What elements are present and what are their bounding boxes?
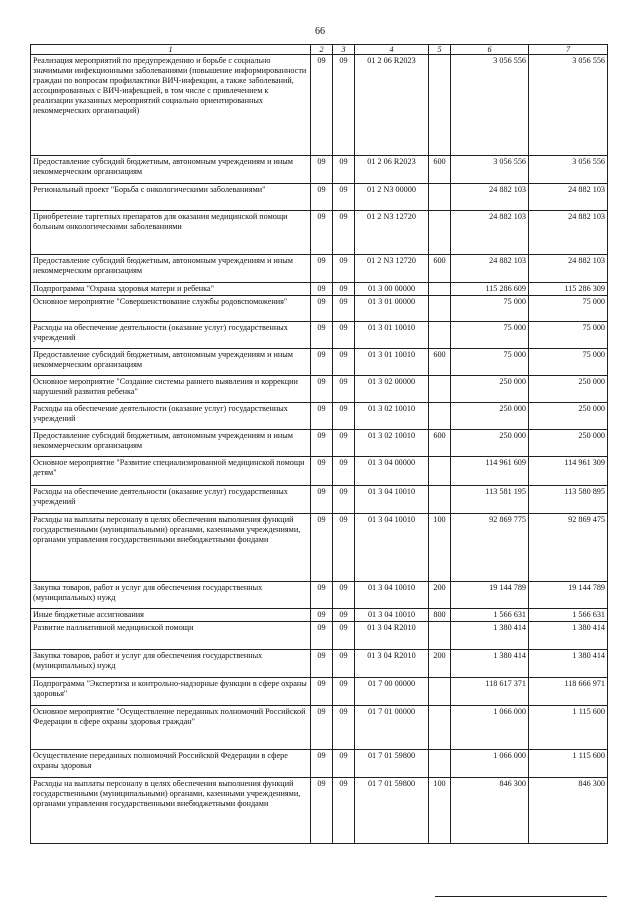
row-target-code: 01 3 04 R2010 [355,622,429,650]
header-col-4: 4 [355,45,429,55]
header-col-5: 5 [429,45,451,55]
row-target-code: 01 3 00 00000 [355,283,429,296]
row-subsection: 09 [333,255,355,283]
header-col-2: 2 [311,45,333,55]
page-number: 66 [315,26,325,37]
table-row [31,211,608,255]
row-subsection: 09 [333,55,355,156]
row-name: Расходы на выплаты персоналу в целях обеспечения выполнения функций государственными (муниципальными) органами, казенными учреждениями, органами управления государственными внебюджетными фондами [31,514,311,582]
table-row [31,255,608,283]
header-col-7: 7 [529,45,608,55]
row-subsection: 09 [333,650,355,678]
row-sum-2: 1 566 631 [529,609,608,622]
row-sum-1: 118 617 371 [451,678,529,706]
row-sum-1: 24 882 103 [451,184,529,211]
row-sum-1: 113 581 195 [451,486,529,514]
row-sum-1: 1 380 414 [451,650,529,678]
row-sum-1: 75 000 [451,349,529,376]
row-subsection: 09 [333,211,355,255]
table-row [31,296,608,322]
table-row [31,750,608,778]
row-name: Расходы на обеспечение деятельности (оказание услуг) государственных учреждений [31,322,311,349]
row-target-code: 01 3 04 10010 [355,514,429,582]
row-section: 09 [311,650,333,678]
row-target-code: 01 3 04 00000 [355,457,429,486]
row-sum-2: 75 000 [529,296,608,322]
row-sum-1: 75 000 [451,322,529,349]
row-sum-2: 19 144 789 [529,582,608,609]
row-section: 09 [311,609,333,622]
table-row [31,349,608,376]
row-subsection: 09 [333,750,355,778]
row-subsection: 09 [333,156,355,184]
row-expense-type [429,678,451,706]
row-sum-1: 3 056 556 [451,156,529,184]
row-expense-type [429,184,451,211]
row-section: 09 [311,156,333,184]
table-row [31,376,608,403]
table-row [31,514,608,582]
row-section: 09 [311,296,333,322]
row-name: Расходы на обеспечение деятельности (оказание услуг) государственных учреждений [31,403,311,430]
row-subsection: 09 [333,283,355,296]
row-sum-1: 250 000 [451,376,529,403]
row-sum-2: 92 869 475 [529,514,608,582]
row-expense-type [429,622,451,650]
row-target-code: 01 7 00 00000 [355,678,429,706]
table-row [31,778,608,844]
row-name: Основное мероприятие "Осуществление переданных полномочий Российской Федерации в сфере охраны здоровья граждан" [31,706,311,750]
row-sum-2: 3 056 556 [529,156,608,184]
row-name: Подпрограмма "Экспертиза и контрольно-надзорные функции в сфере охраны здоровья" [31,678,311,706]
row-target-code: 01 3 04 10010 [355,582,429,609]
table-row [31,622,608,650]
row-section: 09 [311,349,333,376]
row-target-code: 01 7 01 59800 [355,778,429,844]
row-section: 09 [311,778,333,844]
table-row [31,403,608,430]
row-sum-1: 846 300 [451,778,529,844]
row-expense-type [429,403,451,430]
row-section: 09 [311,211,333,255]
table-row [31,322,608,349]
row-target-code: 01 2 N3 12720 [355,255,429,283]
row-section: 09 [311,184,333,211]
table-header-row [31,45,608,55]
row-subsection: 09 [333,486,355,514]
row-target-code: 01 3 01 10010 [355,322,429,349]
row-sum-1: 1 566 631 [451,609,529,622]
row-sum-2: 24 882 103 [529,211,608,255]
row-sum-2: 846 300 [529,778,608,844]
row-subsection: 09 [333,296,355,322]
row-sum-1: 115 286 609 [451,283,529,296]
row-expense-type: 800 [429,609,451,622]
table-row [31,55,608,156]
header-col-1: 1 [31,45,311,55]
row-section: 09 [311,283,333,296]
row-sum-2: 250 000 [529,403,608,430]
row-expense-type: 200 [429,650,451,678]
row-expense-type [429,376,451,403]
row-name: Основное мероприятие "Развитие специализированной медицинской помощи детям" [31,457,311,486]
row-section: 09 [311,582,333,609]
row-name: Расходы на выплаты персоналу в целях обеспечения выполнения функций государственными (муниципальными) органами, казенными учреждениями, органами управления государственными внебюджетными фондами [31,778,311,844]
table-row [31,184,608,211]
table-row [31,283,608,296]
row-expense-type [429,706,451,750]
row-expense-type [429,486,451,514]
row-sum-1: 114 961 609 [451,457,529,486]
row-expense-type [429,211,451,255]
row-expense-type [429,55,451,156]
row-section: 09 [311,376,333,403]
row-name: Предоставление субсидий бюджетным, автономным учреждениям и иным некоммерческим организациям [31,156,311,184]
row-name: Региональный проект "Борьба с онкологическими заболеваниями" [31,184,311,211]
row-sum-2: 24 882 103 [529,184,608,211]
row-target-code: 01 2 N3 00000 [355,184,429,211]
row-expense-type: 100 [429,778,451,844]
row-sum-1: 24 882 103 [451,211,529,255]
row-target-code: 01 2 06 R2023 [355,156,429,184]
row-sum-2: 250 000 [529,430,608,457]
row-name: Иные бюджетные ассигнования [31,609,311,622]
table-row [31,486,608,514]
row-expense-type: 600 [429,349,451,376]
row-target-code: 01 3 01 00000 [355,296,429,322]
row-target-code: 01 7 01 59800 [355,750,429,778]
row-section: 09 [311,55,333,156]
table-row [31,457,608,486]
row-name: Закупка товаров, работ и услуг для обеспечения государственных (муниципальных) нужд [31,582,311,609]
row-subsection: 09 [333,514,355,582]
row-subsection: 09 [333,706,355,750]
row-target-code: 01 7 01 00000 [355,706,429,750]
row-expense-type: 600 [429,255,451,283]
row-name: Предоставление субсидий бюджетным, автономным учреждениям и иным некоммерческим организациям [31,349,311,376]
row-subsection: 09 [333,430,355,457]
row-section: 09 [311,750,333,778]
row-name: Осуществление переданных полномочий Российской Федерации в сфере охраны здоровья [31,750,311,778]
header-col-3: 3 [333,45,355,55]
row-section: 09 [311,678,333,706]
header-col-6: 6 [451,45,529,55]
footer-rule [435,896,607,897]
row-sum-2: 115 286 309 [529,283,608,296]
table-row [31,706,608,750]
row-sum-2: 250 000 [529,376,608,403]
table-row [31,156,608,184]
row-sum-2: 24 882 103 [529,255,608,283]
row-sum-1: 1 066 000 [451,706,529,750]
row-sum-1: 250 000 [451,430,529,457]
row-sum-2: 1 115 600 [529,750,608,778]
row-sum-2: 1 380 414 [529,622,608,650]
row-sum-1: 75 000 [451,296,529,322]
budget-table [30,44,608,844]
row-subsection: 09 [333,349,355,376]
row-name: Приобретение таргетных препаратов для оказания медицинской помощи больным онкологическими заболеваниями [31,211,311,255]
row-subsection: 09 [333,678,355,706]
row-sum-2: 113 580 895 [529,486,608,514]
row-name: Закупка товаров, работ и услуг для обеспечения государственных (муниципальных) нужд [31,650,311,678]
row-section: 09 [311,403,333,430]
row-target-code: 01 3 02 00000 [355,376,429,403]
row-sum-2: 114 961 309 [529,457,608,486]
row-section: 09 [311,706,333,750]
row-name: Предоставление субсидий бюджетным, автономным учреждениям и иным некоммерческим организациям [31,430,311,457]
table-row [31,582,608,609]
row-sum-1: 250 000 [451,403,529,430]
row-name: Основное мероприятие "Совершенствование службы родовспоможения" [31,296,311,322]
row-subsection: 09 [333,778,355,844]
row-expense-type [429,750,451,778]
row-name: Предоставление субсидий бюджетным, автономным учреждениям и иным некоммерческим организациям [31,255,311,283]
row-sum-2: 118 666 971 [529,678,608,706]
row-subsection: 09 [333,609,355,622]
table-row [31,678,608,706]
row-section: 09 [311,486,333,514]
row-subsection: 09 [333,376,355,403]
row-target-code: 01 3 02 10010 [355,403,429,430]
row-expense-type [429,457,451,486]
row-expense-type: 200 [429,582,451,609]
row-sum-1: 3 056 556 [451,55,529,156]
row-expense-type: 600 [429,156,451,184]
row-sum-2: 1 115 600 [529,706,608,750]
row-subsection: 09 [333,322,355,349]
row-target-code: 01 2 06 R2023 [355,55,429,156]
row-subsection: 09 [333,582,355,609]
row-expense-type: 600 [429,430,451,457]
table-row [31,430,608,457]
row-sum-2: 1 380 414 [529,650,608,678]
row-subsection: 09 [333,457,355,486]
row-target-code: 01 3 04 10010 [355,486,429,514]
row-expense-type: 100 [429,514,451,582]
row-sum-1: 1 066 000 [451,750,529,778]
row-target-code: 01 3 04 R2010 [355,650,429,678]
table-row [31,650,608,678]
table-row [31,609,608,622]
row-subsection: 09 [333,403,355,430]
row-target-code: 01 3 01 10010 [355,349,429,376]
row-section: 09 [311,322,333,349]
row-target-code: 01 2 N3 12720 [355,211,429,255]
row-expense-type [429,296,451,322]
row-section: 09 [311,622,333,650]
row-name: Подпрограмма "Охрана здоровья матери и ребенка" [31,283,311,296]
row-subsection: 09 [333,184,355,211]
row-sum-1: 1 380 414 [451,622,529,650]
row-name: Расходы на обеспечение деятельности (оказание услуг) государственных учреждений [31,486,311,514]
row-sum-1: 19 144 789 [451,582,529,609]
row-section: 09 [311,514,333,582]
row-target-code: 01 3 02 10010 [355,430,429,457]
row-sum-2: 3 056 556 [529,55,608,156]
row-expense-type [429,322,451,349]
row-section: 09 [311,255,333,283]
row-name: Реализация мероприятий по предупреждению и борьбе с социально значимыми инфекционными заболеваниями (повышение информированности граждан по вопросам профилактики ВИЧ-инфекции, а также заболеваний, ассоциированных с ВИЧ-инфекцией, в том числе с привлечением к реализации указанных мероприятий социально ориентированных некоммерческих организаций) [31,55,311,156]
row-section: 09 [311,457,333,486]
row-sum-2: 75 000 [529,322,608,349]
row-name: Развитие паллиативной медицинской помощи [31,622,311,650]
row-expense-type [429,283,451,296]
row-section: 09 [311,430,333,457]
row-sum-1: 24 882 103 [451,255,529,283]
row-subsection: 09 [333,622,355,650]
row-sum-1: 92 869 775 [451,514,529,582]
row-sum-2: 75 000 [529,349,608,376]
row-target-code: 01 3 04 10010 [355,609,429,622]
row-name: Основное мероприятие "Создание системы раннего выявления и коррекции нарушений развития ребенка" [31,376,311,403]
